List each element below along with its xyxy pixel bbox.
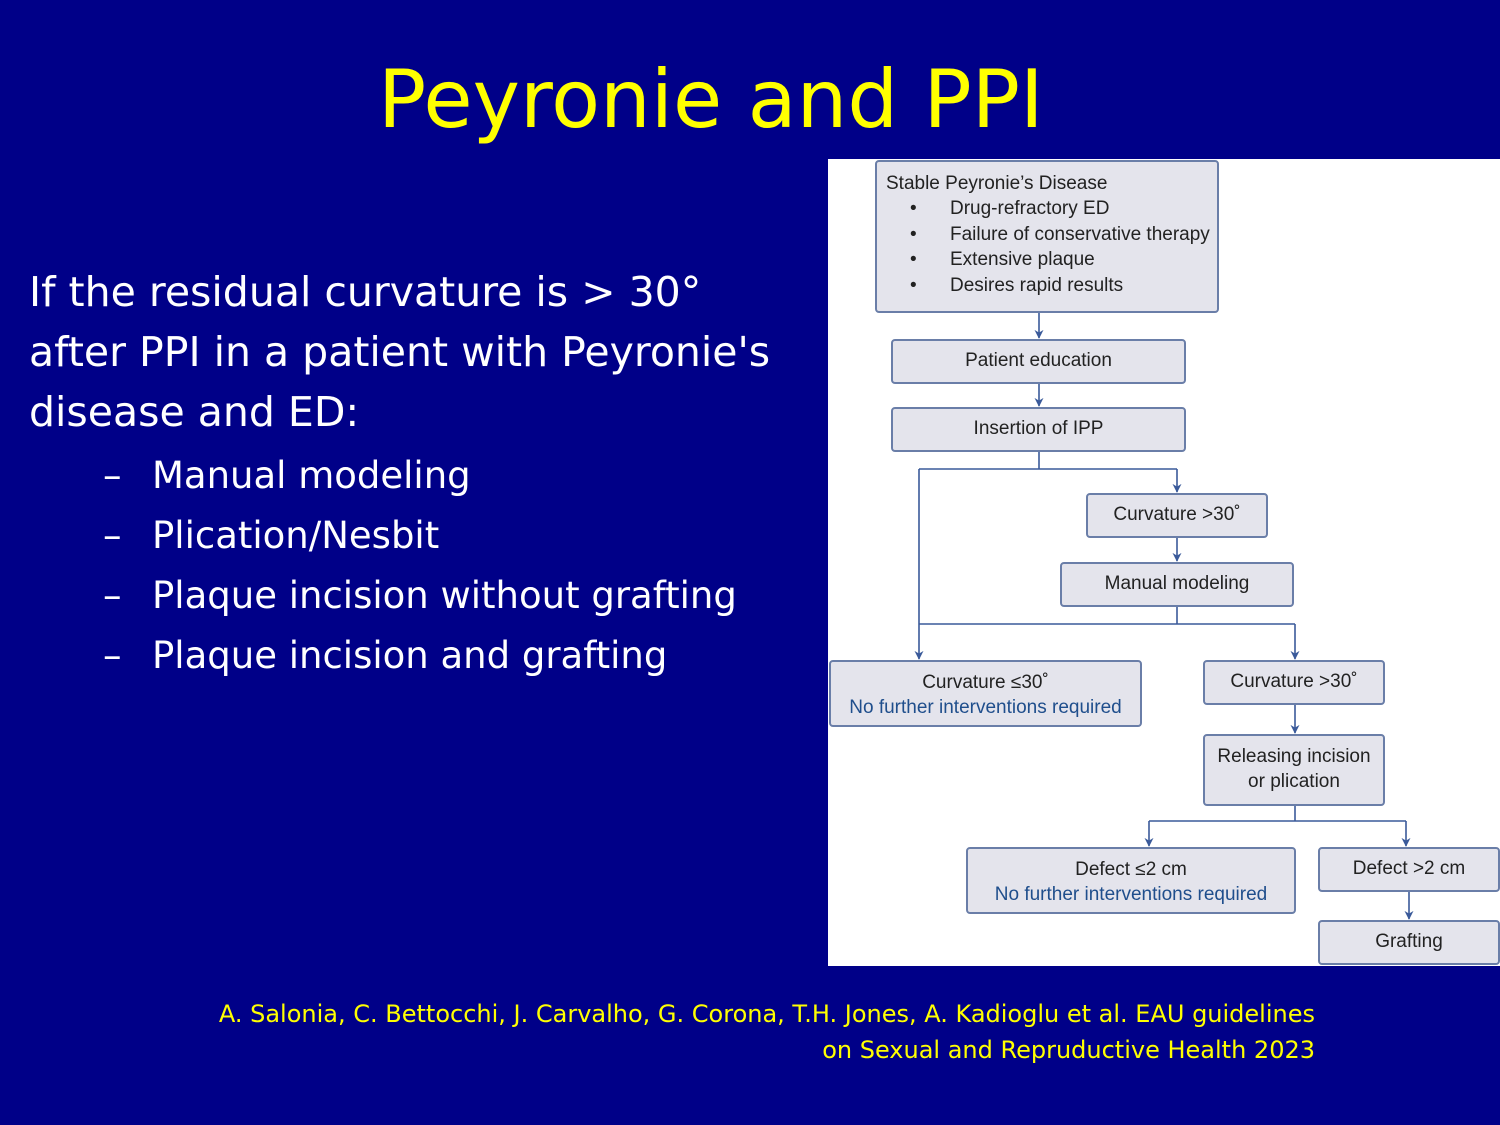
- indication-item: • Failure of conservative therapy: [886, 222, 1217, 248]
- insertion-ipp-label: Insertion of IPP: [973, 418, 1104, 439]
- defect-gt2-box: [1318, 847, 1500, 892]
- no-further-interventions-text: No further interventions required: [994, 884, 1268, 905]
- lead-text: If the residual curvature is > 30° after PPI in a patient with Peyronie's disease and ED:: [29, 268, 771, 436]
- indication-list: [886, 196, 1217, 298]
- curvature-gt30-label: Curvature >30˚: [1113, 504, 1241, 525]
- bullet-text: Manual modeling: [152, 454, 471, 497]
- indication-item: • Desires rapid results: [886, 273, 1217, 299]
- patient-education-label: Patient education: [965, 350, 1112, 371]
- grafting-label: Grafting: [1375, 931, 1443, 952]
- citation: [219, 996, 1315, 1068]
- curvature-gt30-box-b: [1203, 660, 1385, 705]
- dash-marker: –: [103, 634, 122, 677]
- indication-item: • Extensive plaque: [886, 247, 1217, 273]
- curvature-le30-label: Curvature ≤30˚: [922, 672, 1049, 693]
- bullet-list: [103, 448, 737, 688]
- bullet-text: Plication/Nesbit: [152, 514, 440, 557]
- bullet-item: [103, 568, 737, 628]
- curvature-gt30-label: Curvature >30˚: [1230, 671, 1358, 692]
- slide-title: Peyronie and PPI: [378, 53, 1044, 146]
- bullet-text: Plaque incision without grafting: [152, 574, 737, 617]
- defect-le2-box: [966, 847, 1296, 914]
- insertion-ipp-box: [891, 407, 1186, 452]
- manual-modeling-box: [1060, 562, 1294, 607]
- dash-marker: –: [103, 574, 122, 617]
- bullet-item: [103, 628, 737, 688]
- flowchart-figure: [828, 159, 1500, 966]
- dash-marker: –: [103, 514, 122, 557]
- indication-item: • Drug-refractory ED: [886, 196, 1217, 222]
- no-further-interventions-text: No further interventions required: [849, 697, 1122, 718]
- dash-marker: –: [103, 454, 122, 497]
- releasing-incision-box: [1203, 734, 1385, 806]
- curvature-gt30-box-a: [1086, 493, 1268, 538]
- bullet-item: [103, 508, 737, 568]
- bullet-item: [103, 448, 737, 508]
- or-plication-label: or plication: [1248, 771, 1340, 792]
- stable-peyronie-title: Stable Peyronie’s Disease: [886, 173, 1108, 194]
- curvature-le30-box: [829, 660, 1142, 727]
- bullet-text: Plaque incision and grafting: [152, 634, 668, 677]
- defect-gt2-label: Defect >2 cm: [1352, 858, 1466, 879]
- citation-line-2: on Sexual and Repruductive Health 2023: [822, 1036, 1315, 1064]
- stable-peyronie-box: [875, 160, 1219, 313]
- manual-modeling-label: Manual modeling: [1104, 573, 1250, 594]
- grafting-box: [1318, 920, 1500, 965]
- citation-line-1: A. Salonia, C. Bettocchi, J. Carvalho, G. Corona, T.H. Jones, A. Kadioglu et al. EAU guidelines: [218, 1000, 1315, 1028]
- patient-education-box: [891, 339, 1186, 384]
- defect-le2-label: Defect ≤2 cm: [1075, 859, 1187, 880]
- releasing-incision-label: Releasing incision: [1217, 746, 1371, 767]
